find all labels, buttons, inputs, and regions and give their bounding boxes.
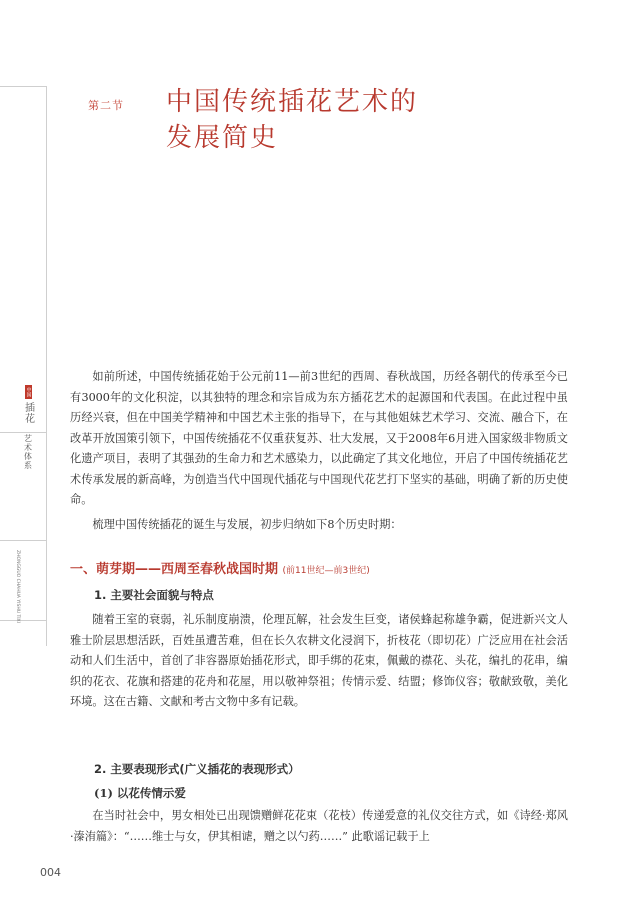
margin-divider	[0, 86, 46, 87]
side-pinyin: ZHONGGUO CHAHUA YISHU TIXI	[15, 550, 20, 623]
margin-rule	[46, 86, 47, 646]
margin-divider	[0, 620, 46, 621]
side-chapter-tab	[14, 385, 42, 470]
period-heading-text: 一、萌芽期——西周至春秋战国时期	[70, 562, 279, 577]
page-number: 004	[40, 866, 61, 879]
side-subtitle: 艺术体系	[23, 434, 33, 470]
intro-paragraph: 如前所述，中国传统插花始于公元前11—前3世纪的西周、春秋战国，历经各朝代的传承至今已有3000年的文化积淀，以其独特的理念和宗旨成为东方插花艺术的起源国和代表国。在此过程中虽历经兴衰，但在中国美学精神和中国艺术主张的指导下，在与其他姐妹艺术学习、交流、融合下，在改革开放国策引领下，中国传统插花不仅重获复苏、壮大发展，又于2008年6月进入国家级非物质文化遗产项目，表明了其强劲的生命力和艺术感染力，以此确定了其文化地位，开启了中国传统插花艺术传承发展的新高峰，为创造当代中国现代插花与中国现代花艺打下坚实的基础，明确了新的历史使命。	[70, 370, 568, 506]
side-badge: 中国	[25, 387, 32, 397]
margin-divider	[0, 540, 46, 541]
title-line-1: 中国传统插花艺术的	[166, 87, 419, 117]
side-title: 插花	[22, 402, 34, 424]
page-title	[166, 84, 486, 156]
society-paragraph: 随着王室的衰弱，礼乐制度崩溃，伦理瓦解，社会发生巨变，诸侯蜂起称雄争霸，促进新兴文人雅士阶层思想活跃，百姓虽遭苦难，但在长久农耕文化浸润下，折枝花（即切花）广泛应用在社会活动和人们生活中，首创了非容器原始插花形式，即手绑的花束，佩戴的襟花、头花，编扎的花串，编织的花衣、花旗和搭建的花舟和花屋，用以敬神祭祖；传情示爱、结盟；修饰仪容；敬献致敬，美化环境。这在古籍、文献和考古文物中多有记载。	[70, 613, 568, 708]
period-heading	[70, 558, 370, 577]
subheading-forms: 2. 主要表现形式(广义插花的表现形式）	[94, 762, 300, 776]
subheading-love: (1) 以花传情示爱	[94, 786, 186, 800]
section-label: 第二节	[88, 99, 124, 112]
title-line-2: 发展简史	[166, 123, 279, 153]
summary-paragraph: 梳理中国传统插花的诞生与发展，初步归纳如下8个历史时期：	[92, 518, 402, 531]
subheading-society: 1. 主要社会面貌与特点	[94, 588, 214, 602]
period-heading-note: (前11世纪—前3世纪)	[282, 566, 370, 576]
love-paragraph: 在当时社会中，男女相处已出现馈赠鲜花花束（花枝）传递爱意的礼仪交往方式，如《诗经·郑风·溱洧篇》：“……维士与女，伊其相谑，赠之以勺药……” 此歌谣记载于上	[70, 809, 568, 843]
